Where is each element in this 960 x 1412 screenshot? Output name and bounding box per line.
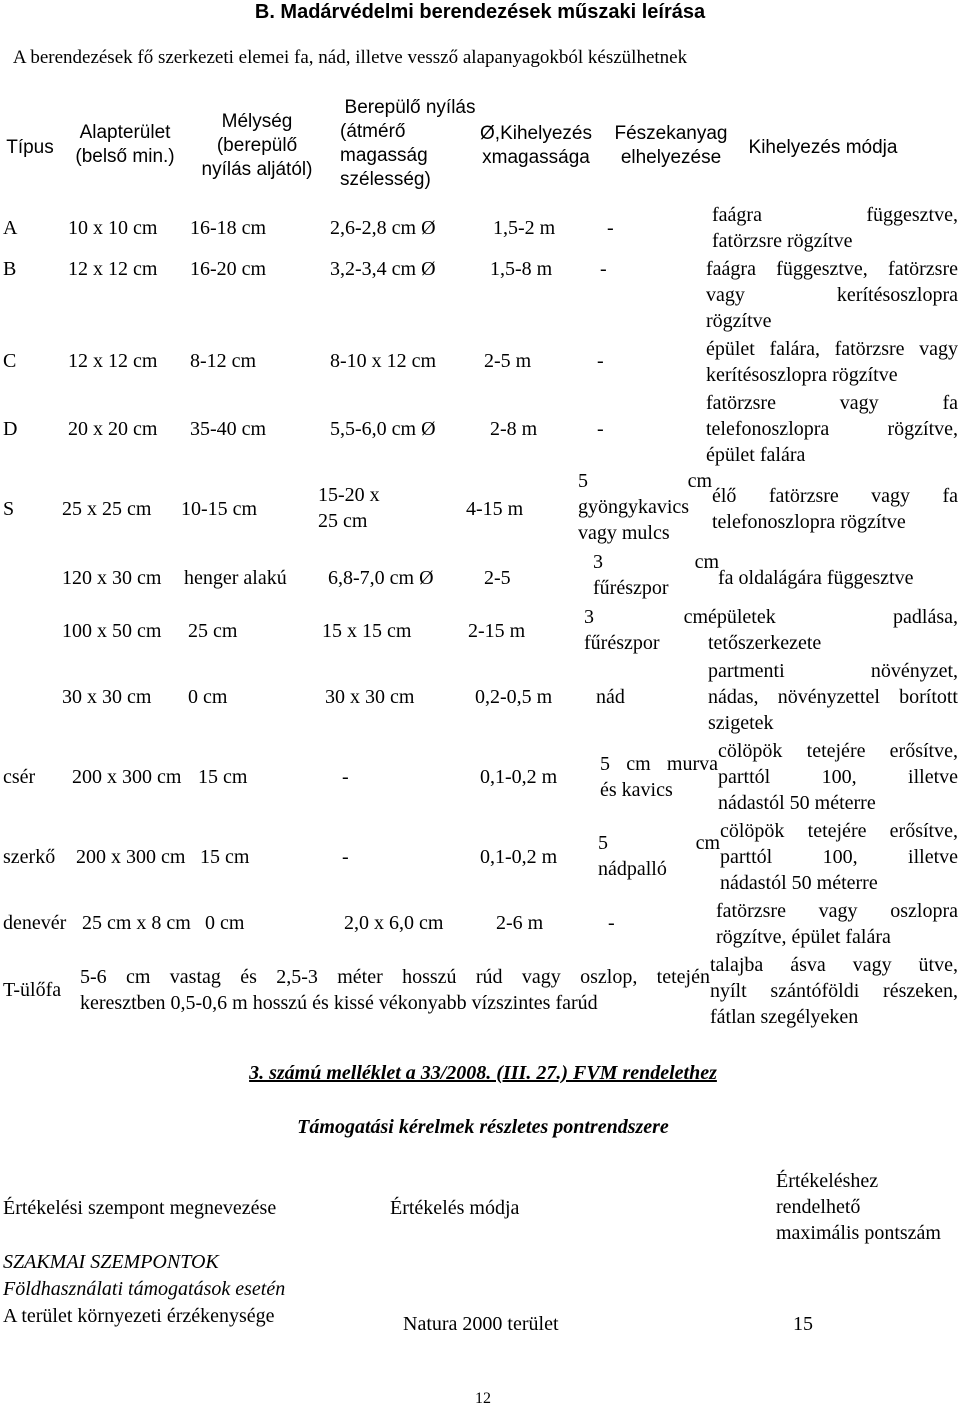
header-feszekanyag: Fészekanyag elhelyezése bbox=[614, 123, 728, 168]
cell-magassag: 1,5-2 m bbox=[493, 217, 556, 239]
cell-melyseg: 15 cm bbox=[200, 846, 250, 868]
cell-feszekanyag: 5 cm murva és kavics bbox=[600, 753, 718, 801]
cell-magassag: 2-5 bbox=[484, 567, 511, 589]
cell-feszekanyag: - bbox=[607, 217, 614, 239]
cell-feszekanyag: 3 cm fűrészpor bbox=[593, 551, 719, 599]
cell-modja: épület falára, fatörzsre vagy kerítésoszlopra rögzítve bbox=[706, 338, 958, 386]
annex-title: 3. számú melléklet a 33/2008. (III. 27.) FVM rendelethez bbox=[249, 1062, 717, 1084]
cell-alapterulet: 30 x 30 cm bbox=[62, 686, 152, 708]
cell-melyseg: 35-40 cm bbox=[190, 418, 267, 440]
cell-nyilas: 15-20 x 25 cm bbox=[318, 484, 380, 532]
header-tipus: Típus bbox=[6, 137, 54, 158]
cell-feszekanyag: - bbox=[600, 258, 607, 280]
header-alapterulet: Alapterület (belső min.) bbox=[75, 122, 175, 167]
annex-subtitle: Támogatási kérelmek részletes pontrendszere bbox=[297, 1116, 669, 1138]
cell-magassag: 1,5-8 m bbox=[490, 258, 553, 280]
cell-magassag: 2-6 m bbox=[496, 912, 544, 934]
cell-tipus: denevér bbox=[3, 912, 67, 934]
cell-alapterulet: 10 x 10 cm bbox=[68, 217, 158, 239]
cell-melyseg: henger alakú bbox=[184, 567, 287, 589]
cell-modja: talajba ásva vagy ütve, nyílt szántóföldi részeken, fátlan szegélyeken bbox=[710, 954, 958, 1028]
cell-nyilas: 5,5-6,0 cm Ø bbox=[330, 418, 436, 440]
cell-alapterulet: 25 x 25 cm bbox=[62, 498, 152, 520]
criterion-name: A terület környezeti érzékenysége bbox=[3, 1305, 275, 1327]
cell-tipus: A bbox=[3, 217, 18, 239]
cell-modja: faágra függesztve, fatörzsre rögzítve bbox=[712, 204, 958, 252]
cell-alapterulet: 12 x 12 cm bbox=[68, 258, 158, 280]
criterion-points: 15 bbox=[793, 1313, 813, 1335]
cell-nyilas: 3,2-3,4 cm Ø bbox=[330, 258, 436, 280]
cell-feszekanyag: 5 cm gyöngykavics vagy mulcs bbox=[578, 470, 712, 544]
cell-alapterulet: 25 cm x 8 cm bbox=[82, 912, 191, 934]
cell-alapterulet: 200 x 300 cm bbox=[76, 846, 186, 868]
page-number: 12 bbox=[475, 1390, 491, 1407]
cell-tipus: T-ülőfa bbox=[3, 979, 62, 1001]
cell-tipus: C bbox=[3, 350, 17, 372]
cell-description: 5-6 cm vastag és 2,5-3 méter hosszú rúd vagy oszlop, tetején keresztben 0,5-0,6 m hosszú és kissé vékonyabb vízszintes farúd bbox=[80, 966, 710, 1014]
cell-magassag: 2-15 m bbox=[468, 620, 526, 642]
cell-modja: faágra függesztve, fatörzsre vagy kerítésoszlopra rögzítve bbox=[706, 258, 958, 332]
cell-nyilas: 8-10 x 12 cm bbox=[330, 350, 437, 372]
cell-magassag: 2-8 m bbox=[490, 418, 538, 440]
cell-nyilas: - bbox=[342, 846, 349, 868]
cell-feszekanyag: - bbox=[597, 350, 604, 372]
cell-tipus: D bbox=[3, 418, 18, 440]
cell-melyseg: 25 cm bbox=[188, 620, 238, 642]
cell-feszekanyag: 3 cm fűrészpor bbox=[584, 606, 708, 654]
cell-alapterulet: 12 x 12 cm bbox=[68, 350, 158, 372]
cell-magassag: 0,1-0,2 m bbox=[480, 766, 558, 788]
header-kihelyezes-modja: Kihelyezés módja bbox=[748, 137, 898, 158]
cell-nyilas: 2,0 x 6,0 cm bbox=[344, 912, 444, 934]
cell-melyseg: 10-15 cm bbox=[181, 498, 258, 520]
cell-alapterulet: 200 x 300 cm bbox=[72, 766, 182, 788]
cell-melyseg: 16-20 cm bbox=[190, 258, 267, 280]
cell-melyseg: 0 cm bbox=[205, 912, 245, 934]
cell-nyilas: 6,8-7,0 cm Ø bbox=[328, 567, 434, 589]
cell-modja: fatörzsre vagy oszlopra rögzítve, épület falára bbox=[716, 900, 958, 948]
header-kihelyezes-magassag: Ø,Kihelyezés xmagassága bbox=[480, 123, 592, 168]
cell-feszekanyag: 5 cm nádpalló bbox=[598, 832, 720, 880]
cell-nyilas: 30 x 30 cm bbox=[325, 686, 415, 708]
cell-alapterulet: 100 x 50 cm bbox=[62, 620, 162, 642]
cell-modja: partmenti növényzet, nádas, növényzettel borított szigetek bbox=[708, 660, 958, 734]
cell-melyseg: 0 cm bbox=[188, 686, 228, 708]
cell-feszekanyag: - bbox=[608, 912, 615, 934]
cell-modja: fa oldalágára függesztve bbox=[718, 567, 914, 589]
cell-feszekanyag: - bbox=[597, 418, 604, 440]
header-ertekeles-modja: Értékelés módja bbox=[390, 1197, 520, 1219]
cell-melyseg: 8-12 cm bbox=[190, 350, 257, 372]
header-szempont: Értékelési szempont megnevezése bbox=[3, 1197, 277, 1219]
cell-magassag: 4-15 m bbox=[466, 498, 524, 520]
cell-melyseg: 16-18 cm bbox=[190, 217, 267, 239]
cell-modja: élő fatörzsre vagy fa telefonoszlopra rögzítve bbox=[712, 485, 958, 533]
cell-tipus: B bbox=[3, 258, 17, 280]
intro-text: A berendezések fő szerkezeti elemei fa, nád, illetve vessző alapanyagokból készülhetnek bbox=[12, 47, 688, 68]
cell-alapterulet: 120 x 30 cm bbox=[62, 567, 162, 589]
cell-magassag: 0,1-0,2 m bbox=[480, 846, 558, 868]
cell-modja: fatörzsre vagy fa telefonoszlopra rögzítve, épület falára bbox=[706, 392, 958, 466]
section-title: B. Madárvédelmi berendezések műszaki leírása bbox=[254, 1, 706, 23]
cell-tipus: csér bbox=[3, 766, 36, 788]
cell-magassag: 0,2-0,5 m bbox=[475, 686, 553, 708]
header-max-pontszam: Értékeléshez rendelhető maximális pontszám bbox=[776, 1170, 941, 1244]
cell-tipus: szerkő bbox=[3, 846, 56, 868]
cell-nyilas: - bbox=[342, 766, 349, 788]
cell-tipus: S bbox=[3, 498, 15, 520]
cell-melyseg: 15 cm bbox=[198, 766, 248, 788]
cell-modja: cölöpök tetejére erősítve, parttól 100, illetve nádastól 50 méterre bbox=[718, 740, 958, 814]
category-foldhasznalati: Földhasználati támogatások esetén bbox=[3, 1278, 286, 1300]
cell-modja: épületek padlása, tetőszerkezete bbox=[708, 606, 958, 654]
header-melyseg: Mélység (berepülő nyílás aljától) bbox=[201, 111, 313, 180]
cell-alapterulet: 20 x 20 cm bbox=[68, 418, 158, 440]
cell-modja: cölöpök tetejére erősítve, parttól 100, illetve nádastól 50 méterre bbox=[720, 820, 958, 894]
header-berepulo-nyilas: Berepülő nyílás (átmérő magasság szélesség) bbox=[340, 97, 476, 190]
cell-nyilas: 2,6-2,8 cm Ø bbox=[330, 217, 436, 239]
criterion-method: Natura 2000 terület bbox=[403, 1313, 559, 1335]
cell-nyilas: 15 x 15 cm bbox=[322, 620, 412, 642]
cell-magassag: 2-5 m bbox=[484, 350, 532, 372]
category-szakmai: SZAKMAI SZEMPONTOK bbox=[3, 1251, 219, 1273]
cell-feszekanyag: nád bbox=[596, 686, 625, 708]
